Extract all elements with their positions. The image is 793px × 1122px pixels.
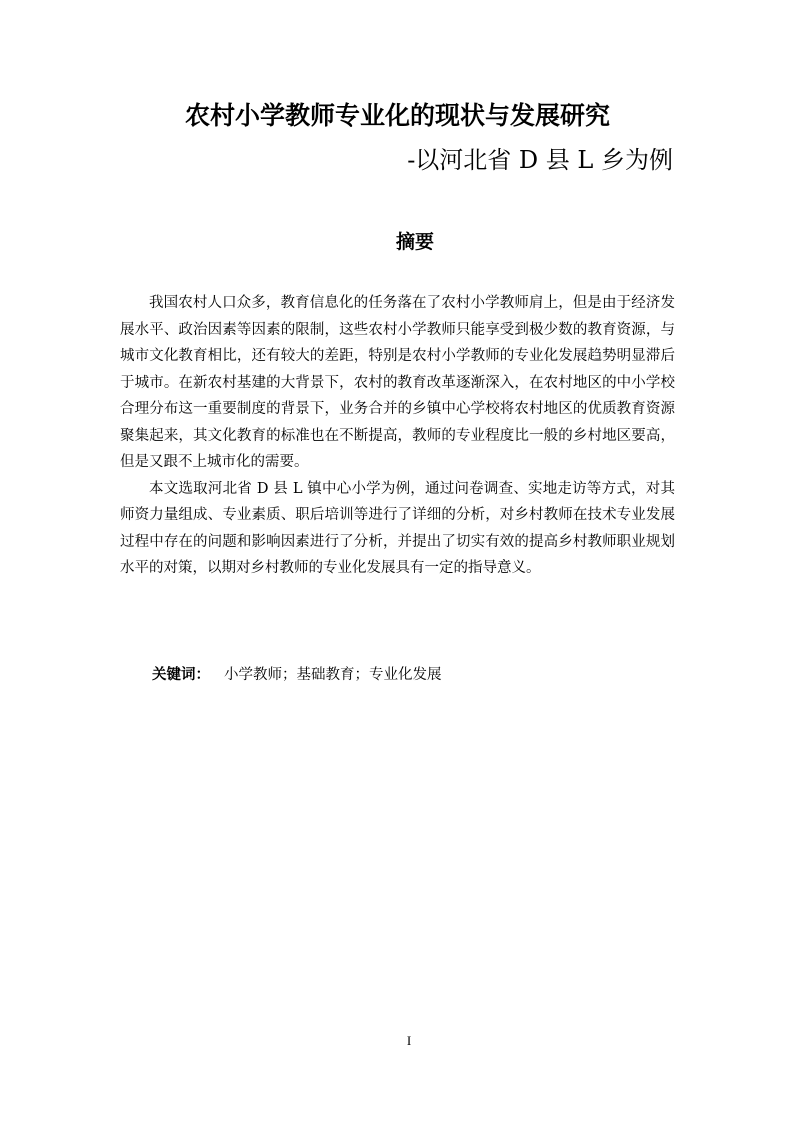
abstract-heading: 摘要: [395, 231, 434, 253]
keywords-label: 关键词：: [152, 667, 210, 683]
keywords-line: [152, 662, 442, 688]
abstract-paragraph-2: 本文选取河北省 D 县 L 镇中心小学为例，通过问卷调查、实地走访等方式，对其师资力量组成、专业素质、职后培训等进行了详细的分析，对乡村教师在技术专业发展过程中存在的问题和影响因素进行了分析，并提出了切实有效的提高乡村教师职业规划水平的对策，以期对乡村教师的专业化发展具有一定的指导意义。: [120, 480, 675, 576]
page-number: I: [406, 1033, 412, 1048]
document-title: 农村小学教师专业化的现状与发展研究: [184, 101, 610, 130]
document-subtitle: -以河北省 D 县 L 乡为例: [407, 146, 673, 174]
abstract-paragraph-1: 我国农村人口众多，教育信息化的任务落在了农村小学教师肩上，但是由于经济发展水平、政治因素等因素的限制，这些农村小学教师只能享受到极少数的教育资源，与城市文化教育相比，还有较大的差距，特别是农村小学教师的专业化发展趋势明显滞后于城市。在新农村基建的大背景下，农村的教育改革逐渐深入，在农村地区的中小学校合理分布这一重要制度的背景下，业务合并的乡镇中心学校将农村地区的优质教育资源聚集起来，其文化教育的标准也在不断提高，教师的专业程度比一般的乡村地区要高，但是又跟不上城市化的需要。: [120, 295, 675, 470]
abstract-body: [120, 290, 675, 582]
keywords-text: 小学教师；基础教育；专业化发展: [224, 667, 442, 683]
